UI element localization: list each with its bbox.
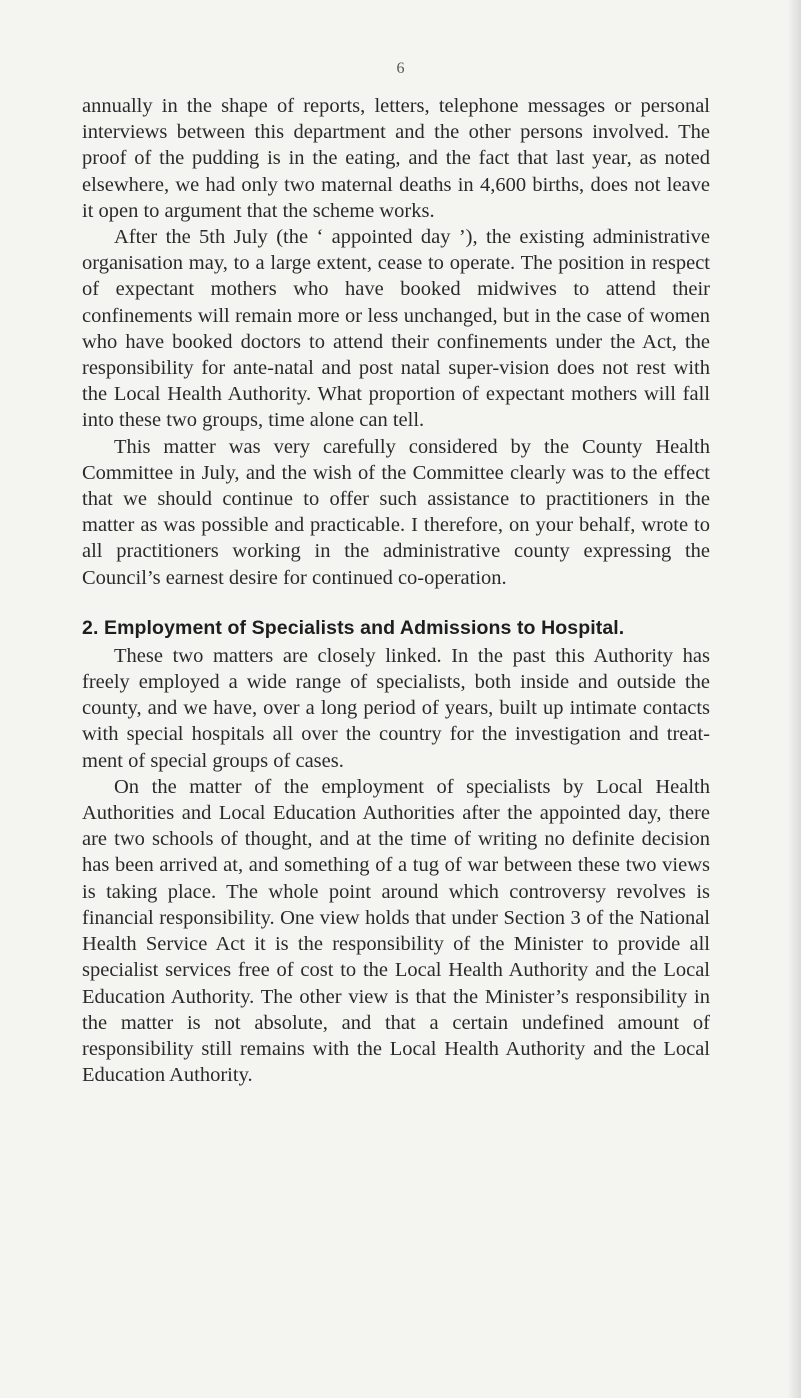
page-edge-shadow (787, 0, 801, 1398)
section-heading: 2. Employment of Specialists and Admissions to Hospital. (82, 616, 625, 639)
page-body (82, 93, 710, 1088)
paragraph-employment-of-specialists: On the matter of the employment of specialists by Local Health Authorities and Local Education Authorities after the appointed day, there are two schools of thought, and at the time of writing no definite decision has been arrived at, and something of a tug of war between these two views is taking place. The whole point around which controversy revolves is financial responsibility. One view holds that under Section 3 of the National Health Service Act it is the responsibility of the Minister to provide all specialist services free of cost to the Local Health Authority and the Local Education Authority. The other view is that the Minister’s responsibility in the matter is not absolute, and that a certain undefined amount of responsibility still remains with the Local Health Authority and the Local Education Authority. (82, 775, 710, 1087)
paragraph-closely-linked: These two matters are closely linked. In the past this Authority has freely employed a wide range of specialists, both inside and outside the county, and we have, over a long period of years, built up intimate contacts with special hospitals all over the country for the investigation and treat-ment of special groups of cases. (82, 644, 710, 772)
paragraph-appointed-day: After the 5th July (the ‘ appointed day ’), the existing administrative organisation may, to a large extent, cease to operate. The position in respect of expectant mothers who have booked midwives to attend their confinements will remain more or less unchanged, but in the case of women who have booked doctors to attend their confinements under the Act, the responsibility for ante-natal and post natal super-vision does not rest with the Local Health Authority. What proportion of expectant mothers will fall into these two groups, time alone can tell. (82, 226, 710, 432)
page-number: 6 (396, 60, 405, 77)
paragraph-county-health-committee: This matter was very carefully considered by the County Health Committee in July, and the wish of the Committee clearly was to the effect that we should continue to offer such assistance to practitioners in the matter as was possible and practicable. I therefore, on your behalf, wrote to all practitioners working in the administrative county expressing the Council’s earnest desire for continued co-operation. (82, 435, 710, 589)
paragraph-continued: annually in the shape of reports, letters, telephone messages or personal interviews between this department and the other persons involved. The proof of the pudding is in the eating, and the fact that last year, as noted elsewhere, we had only two maternal deaths in 4,600 births, does not leave it open to argument that the scheme works. (82, 95, 710, 222)
